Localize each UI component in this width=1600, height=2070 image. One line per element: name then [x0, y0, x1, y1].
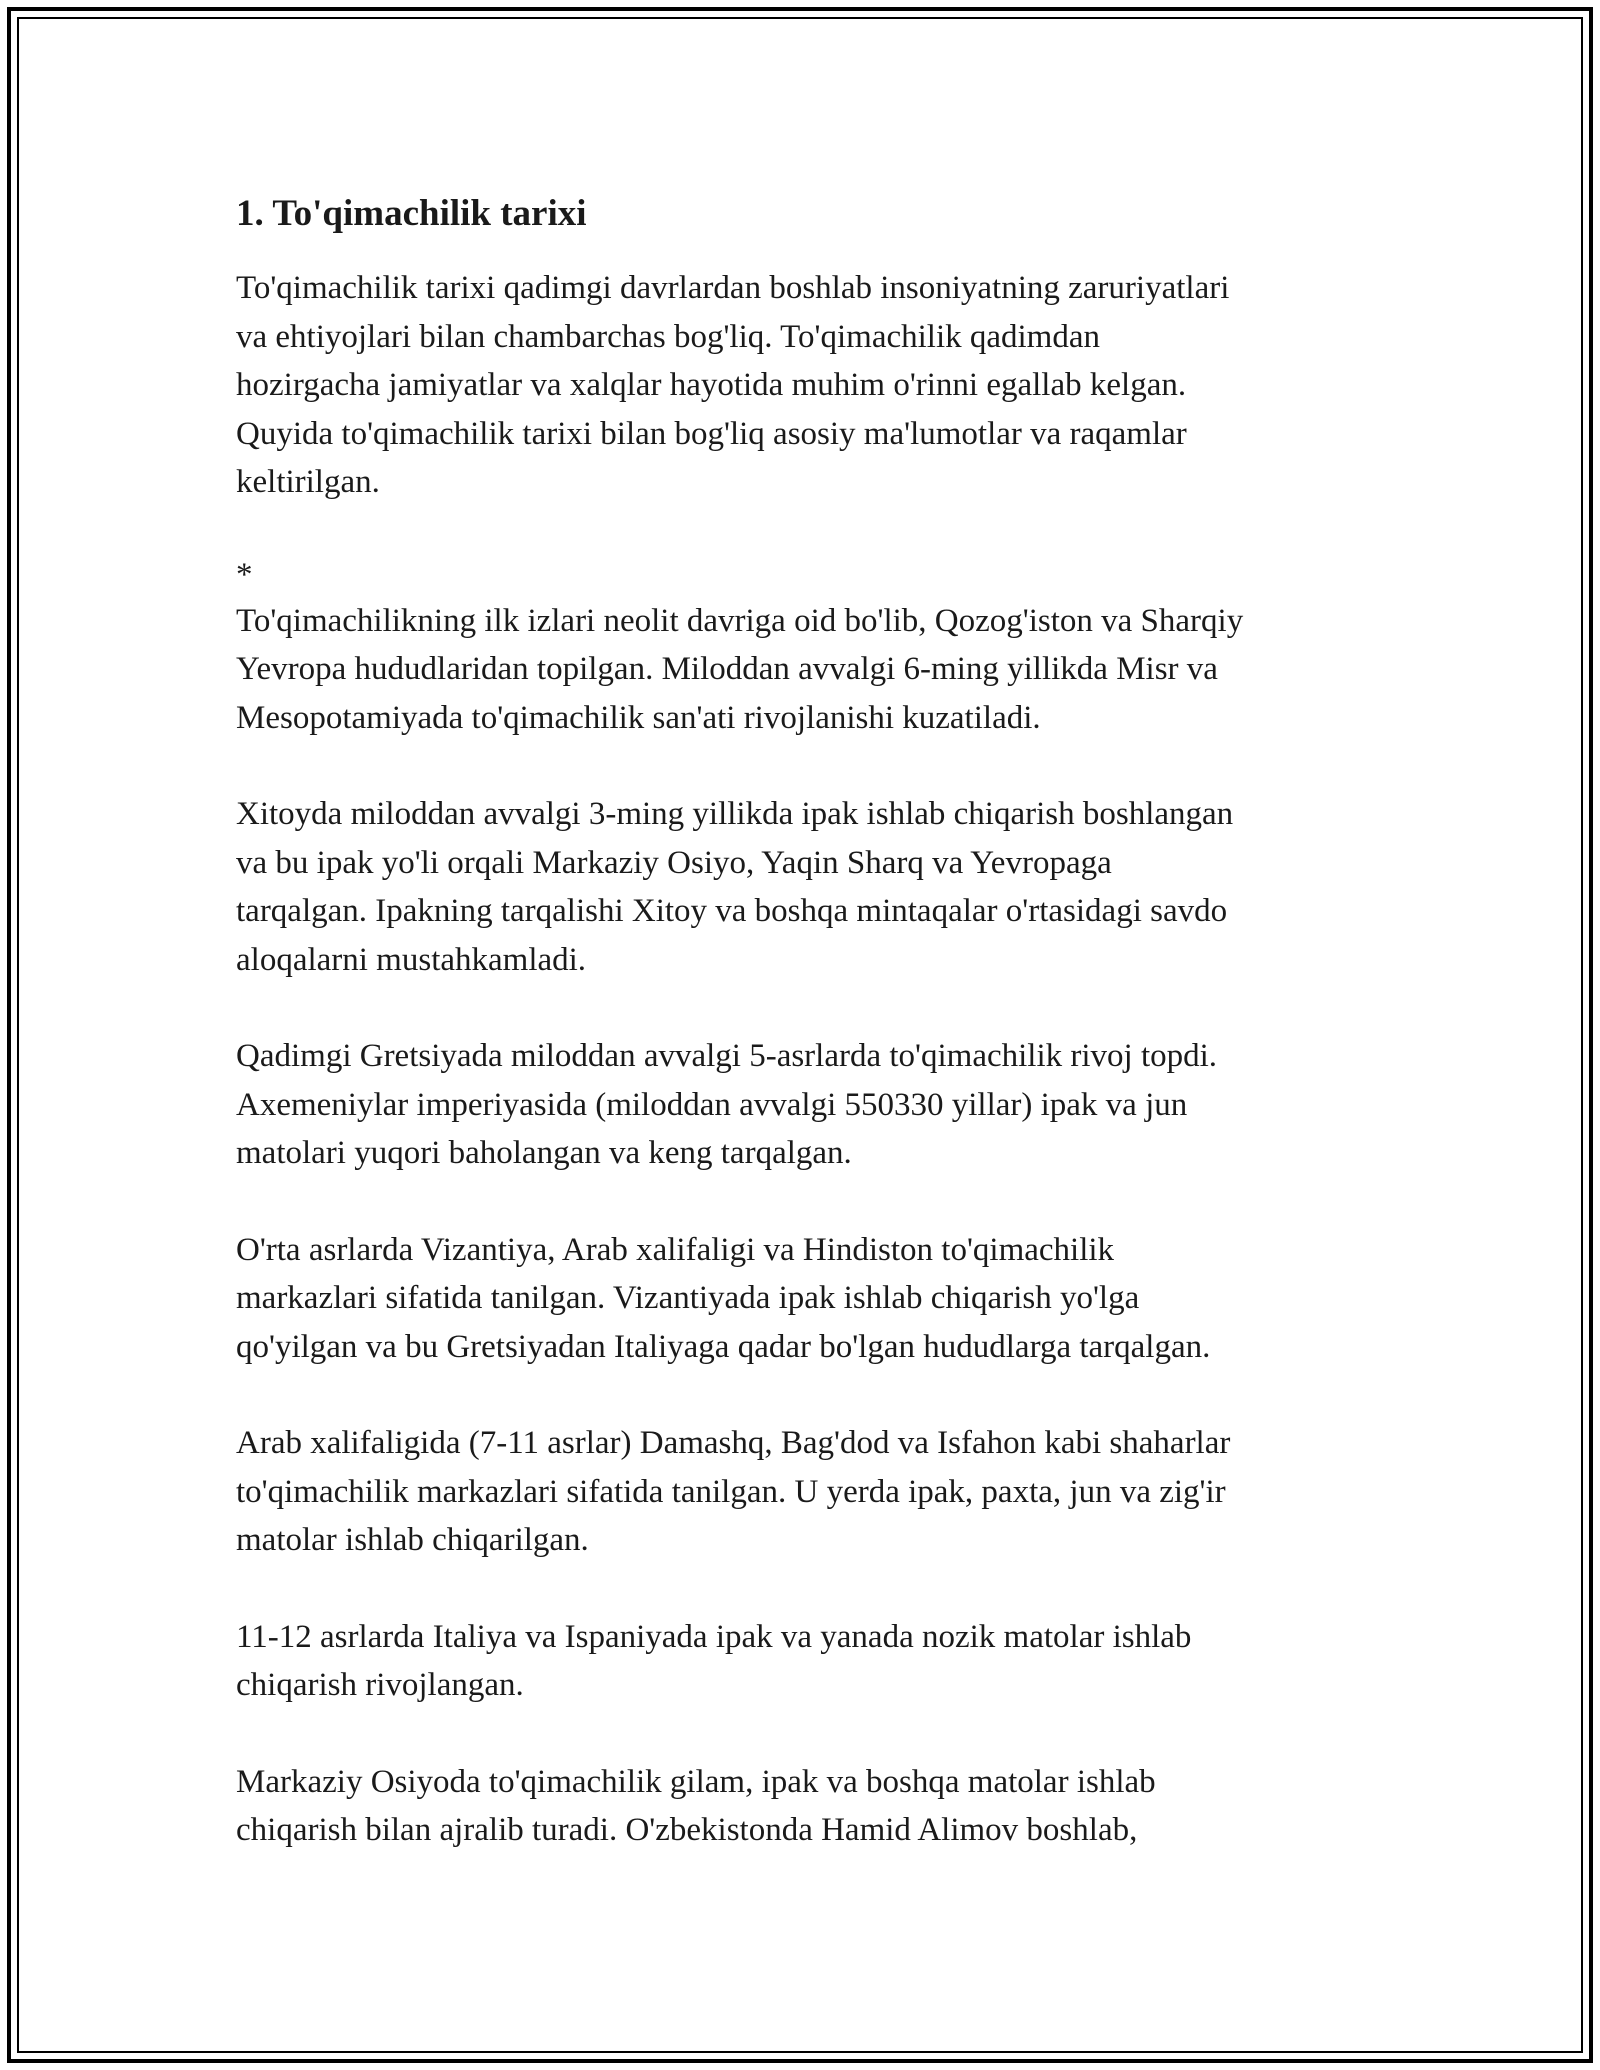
text-line: Mesopotamiyada to'qimachilik san'ati rivojlanishi kuzatiladi. — [236, 699, 1041, 736]
section-heading: 1. To'qimachilik tarixi — [236, 193, 587, 234]
text-line: 11-12 asrlarda Italiya va Ispaniyada ipak va yanada nozik matolar ishlab — [236, 1618, 1192, 1655]
text-line: chiqarish bilan ajralib turadi. O'zbekistonda Hamid Alimov boshlab, — [236, 1812, 1138, 1848]
document-body — [236, 188, 1366, 1903]
text-line: qo'yilgan va bu Gretsiyadan Italiyaga qadar bo'lgan hududlarga tarqalgan. — [236, 1328, 1211, 1365]
text-line: Quyida to'qimachilik tarixi bilan bog'liq asosiy ma'lumotlar va raqamlar — [236, 415, 1187, 452]
text-line: va bu ipak yo'li orqali Markaziy Osiyo, Yaqin Sharq va Yevropaga — [236, 844, 1112, 881]
paragraph-central-asia — [236, 1758, 1366, 1855]
text-line: chiqarish rivojlangan. — [236, 1667, 524, 1703]
text-line: to'qimachilik markazlari sifatida tanilgan. U yerda ipak, paxta, jun va zig'ir — [236, 1473, 1226, 1510]
text-line: Markaziy Osiyoda to'qimachilik gilam, ipak va boshqa matolar ishlab — [236, 1763, 1156, 1800]
text-line: keltirilgan. — [236, 464, 380, 500]
text-line: Yevropa hududlaridan topilgan. Miloddan avvalgi 6-ming yillikda Misr va — [236, 651, 1218, 687]
text-line: To'qimachilikning ilk izlari neolit davriga oid bo'lib, Qozog'iston va Sharqiy — [236, 602, 1244, 639]
intro-paragraph — [236, 264, 1366, 507]
text-line: Qadimgi Gretsiyada miloddan avvalgi 5-asrlarda to'qimachilik rivoj topdi. — [236, 1038, 1218, 1074]
text-line: aloqalarni mustahkamladi. — [236, 941, 587, 978]
paragraph-neolithic — [236, 597, 1366, 743]
text-line: Arab xalifaligida (7-11 asrlar) Damashq, Bag'dod va Isfahon kabi shaharlar — [236, 1425, 1231, 1461]
paragraph-arab-caliphate — [236, 1419, 1366, 1565]
paragraph-italy-spain — [236, 1613, 1366, 1710]
text-line: Xitoyda miloddan avvalgi 3-ming yillikda ipak ishlab chiqarish boshlangan — [236, 796, 1234, 832]
text-line: matolar ishlab chiqarilgan. — [236, 1522, 589, 1558]
paragraph-greece — [236, 1032, 1366, 1178]
text-line: matolari yuqori baholangan va keng tarqalgan. — [236, 1135, 852, 1171]
text-line: markazlari sifatida tanilgan. Vizantiyada ipak ishlab chiqarish yo'lga — [236, 1280, 1140, 1316]
text-line: tarqalgan. Ipakning tarqalishi Xitoy va boshqa mintaqalar o'rtasidagi savdo — [236, 893, 1228, 929]
bullet-marker: * — [236, 556, 253, 593]
text-line: Axemeniylar imperiyasida (miloddan avvalgi 550330 yillar) ipak va jun — [236, 1086, 1188, 1123]
text-line: To'qimachilik tarixi qadimgi davrlardan boshlab insoniyatning zaruriyatlari — [236, 270, 1230, 306]
paragraph-middle-ages — [236, 1226, 1366, 1372]
text-line: O'rta asrlarda Vizantiya, Arab xalifaligi va Hindiston to'qimachilik — [236, 1231, 1115, 1268]
text-line: hozirgacha jamiyatlar va xalqlar hayotida muhim o'rinni egallab kelgan. — [236, 367, 1187, 403]
paragraph-china-silk — [236, 790, 1366, 984]
text-line: va ehtiyojlari bilan chambarchas bog'liq. To'qimachilik qadimdan — [236, 318, 1100, 355]
